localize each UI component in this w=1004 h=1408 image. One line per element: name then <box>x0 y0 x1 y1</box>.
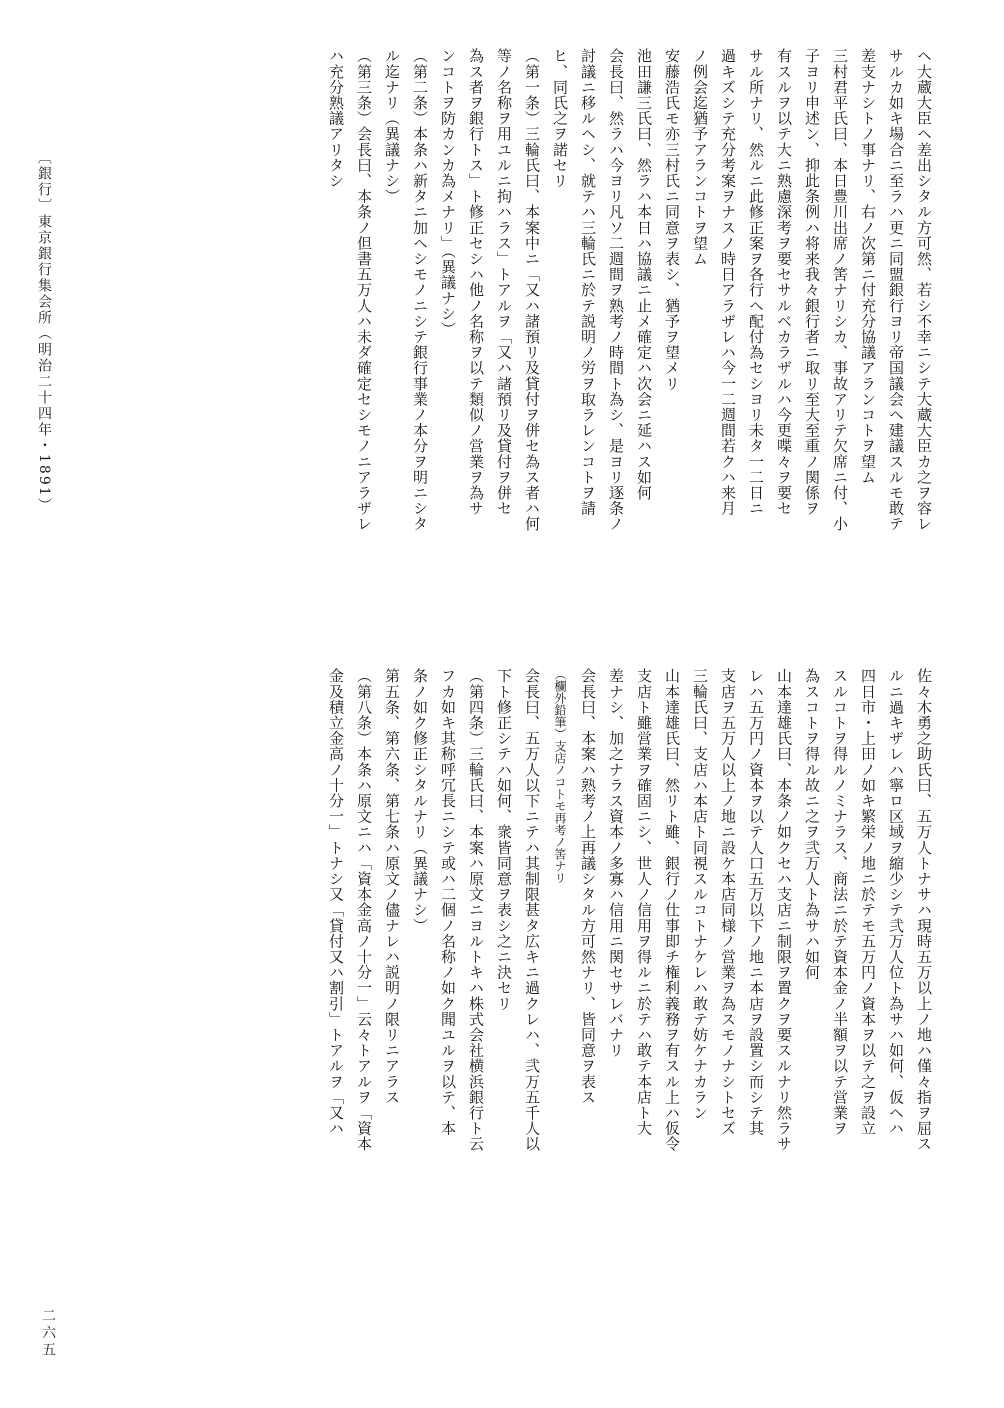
text-column: 三村君平氏曰、本日豊川出席ノ筈ナリシカ、事故アリテ欠席ニ付、小 <box>831 48 849 532</box>
text-column: 四日市・上田ノ如キ繁栄ノ地ニ於テモ五万円ノ資本ヲ以テ之ヲ設立 <box>859 668 877 1136</box>
margin-note-column: （欄外鉛筆）支店ノコトモ再考ノ筈ナリ <box>553 668 567 884</box>
running-header <box>20 150 54 710</box>
text-column: スルコトヲ得ルノミナラス、商法ニ於テ資本金ノ半額ヲ以テ営業ヲ <box>831 668 849 1136</box>
text-column: 金及積立金高ノ十分一」トナシ又「貸付又ハ割引」トアルヲ「又ハ <box>327 668 345 1136</box>
header-publisher: 東京銀行集会所 <box>36 214 52 326</box>
text-column: 支店ヲ五万人以上ノ地ニ設ケ本店同様ノ営業ヲ為スモノナシトセズ <box>719 668 737 1136</box>
page-number: 二六五 <box>40 1308 56 1359</box>
text-column: サル所ナリ、然ルニ此修正案ヲ各行ヘ配付為セシヨリ未タ一二日ニ <box>747 48 765 516</box>
text-column: 支店ト雖営業ヲ確固ニシ、世人ノ信用ヲ得ルニ於テハ敢テ本店ト大 <box>635 668 653 1136</box>
text-column: 会長曰、五万人以下ニテハ其制限甚タ広キニ過クレハ、弐万五千人以 <box>523 668 541 1152</box>
text-column: （第八条）本条ハ原文ニハ「資本金高ノ十分一」云々トアルヲ「資本 <box>355 668 373 1152</box>
text-column: ルニ過キザレハ寧ロ区域ヲ縮少シテ弐万人位ト為サハ如何、仮ヘハ <box>887 668 905 1136</box>
text-column: 為ス者ヲ銀行トス」ト修正セシハ他ノ名称ヲ以テ類似ノ営業ヲ為サ <box>467 48 485 516</box>
lower-text-block <box>88 668 938 1308</box>
text-column: （第二条）本条ハ新タニ加ヘシモノニシテ銀行事業ノ本分ヲ明ニシタ <box>411 48 429 532</box>
text-column: 会長曰、本案ハ熟考ノ上再議シタル方可然ナリ、皆同意ヲ表ス <box>579 668 597 1105</box>
upper-text-block <box>88 48 938 648</box>
text-column: 佐々木勇之助氏曰、五万人トナサハ現時五万以上ノ地ハ僅々指ヲ屈ス <box>915 668 933 1152</box>
text-column: 池田謙三氏曰、然ラハ本日ハ協議ニ止メ確定ハ次会ニ延ハス如何 <box>635 48 653 501</box>
text-column: （第三条）会長曰、本条ノ但書五万人ハ未ダ確定セシモノニアラザレ <box>355 48 373 532</box>
text-column: ヘ大蔵大臣ヘ差出シタル方可然、若シ不幸ニシテ大蔵大臣カ之ヲ容レ <box>915 48 933 532</box>
header-date: （明治二十四年・1891） <box>36 326 52 514</box>
text-column: 有スルヲ以テ大ニ熟慮深考ヲ要セサルベカラザルハ今更喋々ヲ要セ <box>775 48 793 516</box>
text-column: 差ナシ、加之ナラス資本ノ多寡ハ信用ニ関セサレバナリ <box>607 668 625 1058</box>
text-column: 等ノ名称ヲ用ユルニ拘ハラス」トアルヲ「又ハ諸預リ及貸付ヲ併セ <box>495 48 513 516</box>
text-column: 安藤浩氏モ亦三村氏ニ同意ヲ表シ、猶予ヲ望メリ <box>663 48 681 392</box>
text-column: 三輪氏曰、支店ハ本店ト同視スルコトナケレハ敢テ妨ケナカラン <box>691 668 709 1121</box>
text-column: ヒ、同氏之ヲ諾セリ <box>551 48 569 189</box>
text-column: ンコトヲ防カンカ為メナリ」（異議ナシ） <box>439 48 457 337</box>
text-column: 子ヨリ申述ン、抑此条例ハ将来我々銀行者ニ取リ至大至重ノ関係ヲ <box>803 48 821 516</box>
text-column: ル迄ナリ（異議ナシ） <box>383 48 401 204</box>
text-column: 山本達雄氏曰、然リト雖、銀行ノ仕事即チ権利義務ヲ有スル上ハ仮令 <box>663 668 681 1152</box>
text-column: 下ト修正シテハ如何、衆皆同意ヲ表シ之ニ決セリ <box>495 668 513 1012</box>
text-column: （第一条）三輪氏曰、本案中ニ「又ハ諸預リ及貸付ヲ併セ為ス者ハ何 <box>523 48 541 532</box>
text-column: 討議ニ移ルヘシ、就テハ三輪氏ニ於テ説明ノ労ヲ取ラレンコトヲ請 <box>579 48 597 516</box>
text-column: レハ五万円ノ資本ヲ以テ人口五万以下ノ地ニ本店ヲ設置シ而シテ其 <box>747 668 765 1136</box>
header-section: 〔銀行〕 <box>36 150 52 214</box>
text-column: 会長曰、然ラハ今ヨリ凡ソ二週間ヲ熟考ノ時間ト為シ、是ヨリ逐条ノ <box>607 48 625 532</box>
text-column: 条ノ如ク修正シタルナリ（異議ナシ） <box>411 668 429 934</box>
text-column: ノ例会迄猶予アランコトヲ望ム <box>691 48 709 267</box>
text-column: フカ如キ其称呼冗長ニシテ或ハ二個ノ名称ノ如ク聞ユルヲ以テ、本 <box>439 668 457 1136</box>
text-column: （第四条）三輪氏曰、本案ハ原文ニヨルトキハ株式会社横浜銀行ト云 <box>467 668 485 1152</box>
text-column: ハ充分熟議アリタシ <box>327 48 345 189</box>
text-column: 山本達雄氏曰、本条ノ如クセハ支店ニ制限ヲ置クヲ要スルナリ然ラサ <box>775 668 793 1152</box>
text-column: 第五条、第六条、第七条ハ原文ノ儘ナレハ説明ノ限リニアラス <box>383 668 401 1105</box>
text-column: 過キズシテ充分考案ヲナスノ時日アラザレハ今一二週間若クハ来月 <box>719 48 737 516</box>
text-column: 為スコトヲ得ル故ニ之ヲ弐万人ト為サハ如何 <box>803 668 821 980</box>
text-column: 差支ナシトノ事ナリ、右ノ次第ニ付充分協議アランコトヲ望ム <box>859 48 877 485</box>
text-column: サルカ如キ場合ニ至ラハ更ニ同盟銀行ヨリ帝国議会ヘ建議スルモ敢テ <box>887 48 905 532</box>
